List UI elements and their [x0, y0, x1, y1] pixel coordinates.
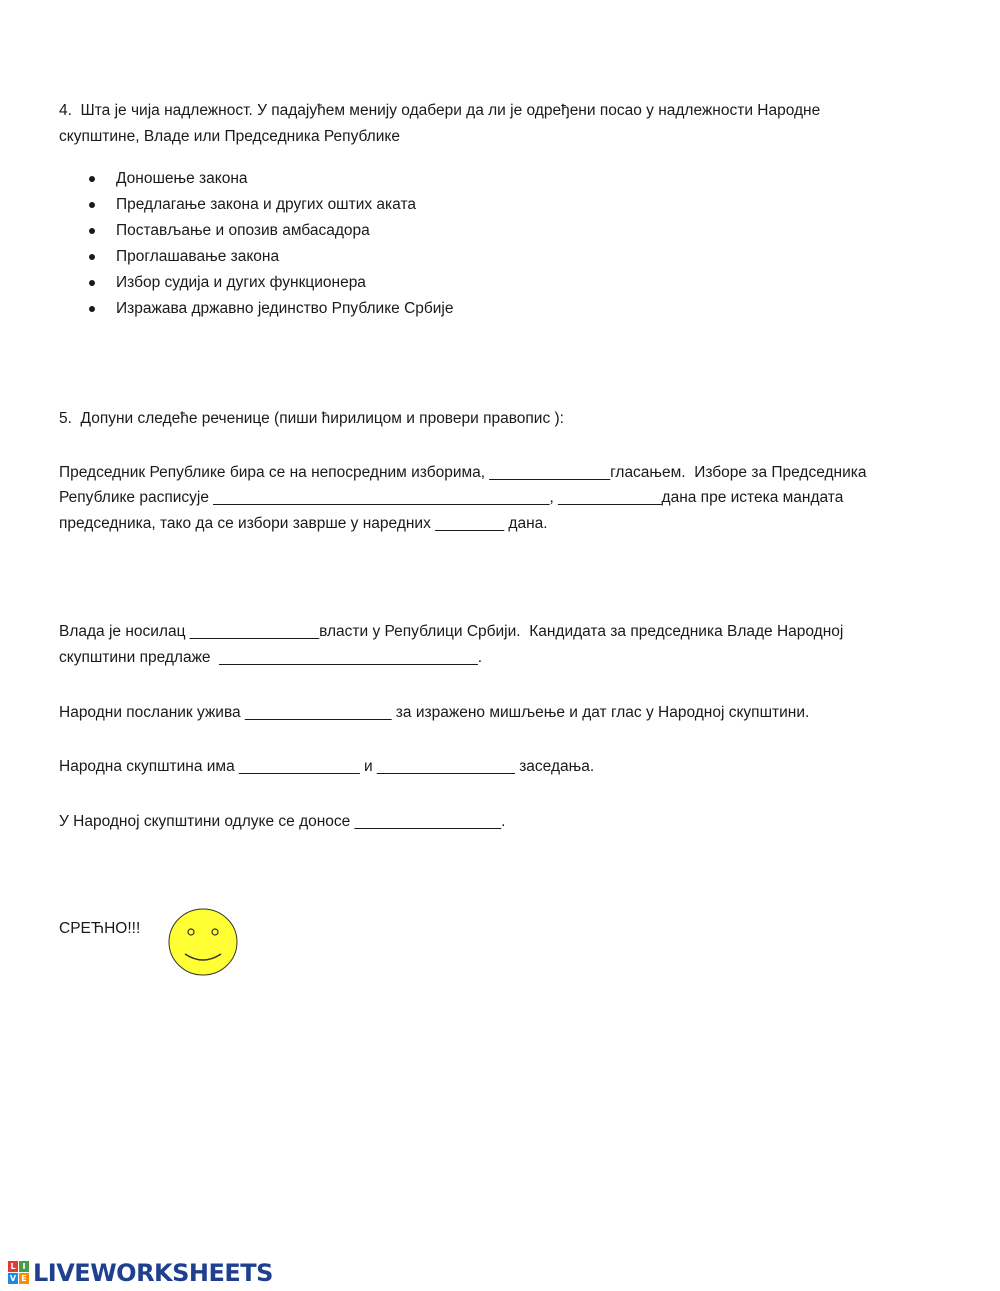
paragraph-president-line-2: Републике расписује _______________________________________, ____________дана пре истека мандата: [59, 489, 844, 506]
paragraph-president-line-1: Председник Републике бира се на непосредним изборима, ______________гласањем. Изборе за Председника: [59, 464, 867, 481]
paragraph-assembly-sessions: Народна скупштина има ______________ и ________________ заседања.: [59, 758, 595, 775]
liveworksheets-badge-icon: [8, 1261, 30, 1285]
bullet-icon: [89, 228, 95, 234]
list-item: Постављање и опозив амбасадора: [116, 222, 370, 239]
badge-letter: L: [8, 1261, 18, 1272]
closing-text: СРЕЋНО!!!: [59, 920, 141, 937]
task-4-instruction-line-2: скупштине, Владе или Председника Републике: [59, 128, 400, 145]
task-5-heading: 5. Допуни следеће реченице (пиши ћирилицом и провери правопис ):: [59, 410, 564, 427]
bullet-icon: [89, 176, 95, 182]
list-item: Избор судија и дугих функционера: [116, 274, 366, 291]
bullet-icon: [89, 202, 95, 208]
badge-letter: V: [9, 1274, 17, 1283]
list-item: Доношење закона: [116, 170, 248, 187]
smiley-face-icon: [166, 906, 242, 978]
paragraph-assembly-decisions: У Народној скупштини одлуке се доносе _________________.: [59, 813, 506, 830]
badge-letter: I: [19, 1261, 29, 1272]
paragraph-president-line-3: председника, тако да се избори заврше у наредних ________ дана.: [59, 515, 548, 532]
bullet-icon: [89, 306, 95, 312]
badge-letter: E: [19, 1273, 29, 1284]
liveworksheets-logo: [8, 1258, 273, 1288]
list-item: Изражава државно јединство Рпублике Србије: [116, 300, 454, 317]
paragraph-government-line-1: Влада је носилац _______________власти у Републици Србији. Кандидата за председника Владе Народној: [59, 623, 844, 640]
logo-text: LIVEWORKSHEETS: [33, 1259, 273, 1287]
bullet-icon: [89, 280, 95, 286]
paragraph-deputy: Народни посланик ужива _________________ за изражено мишљење и дат глас у Народној скупштини.: [59, 704, 810, 721]
list-item: Проглашавање закона: [116, 248, 280, 265]
list-item: Предлагање закона и других оштих аката: [116, 196, 417, 213]
paragraph-government-line-2: скупштини предлаже ______________________________.: [59, 649, 483, 666]
bullet-icon: [89, 254, 95, 260]
task-4-instruction-line-1: 4. Шта је чија надлежност. У падајућем менију одабери да ли је одређени посао у надлежности Народне: [59, 102, 821, 119]
